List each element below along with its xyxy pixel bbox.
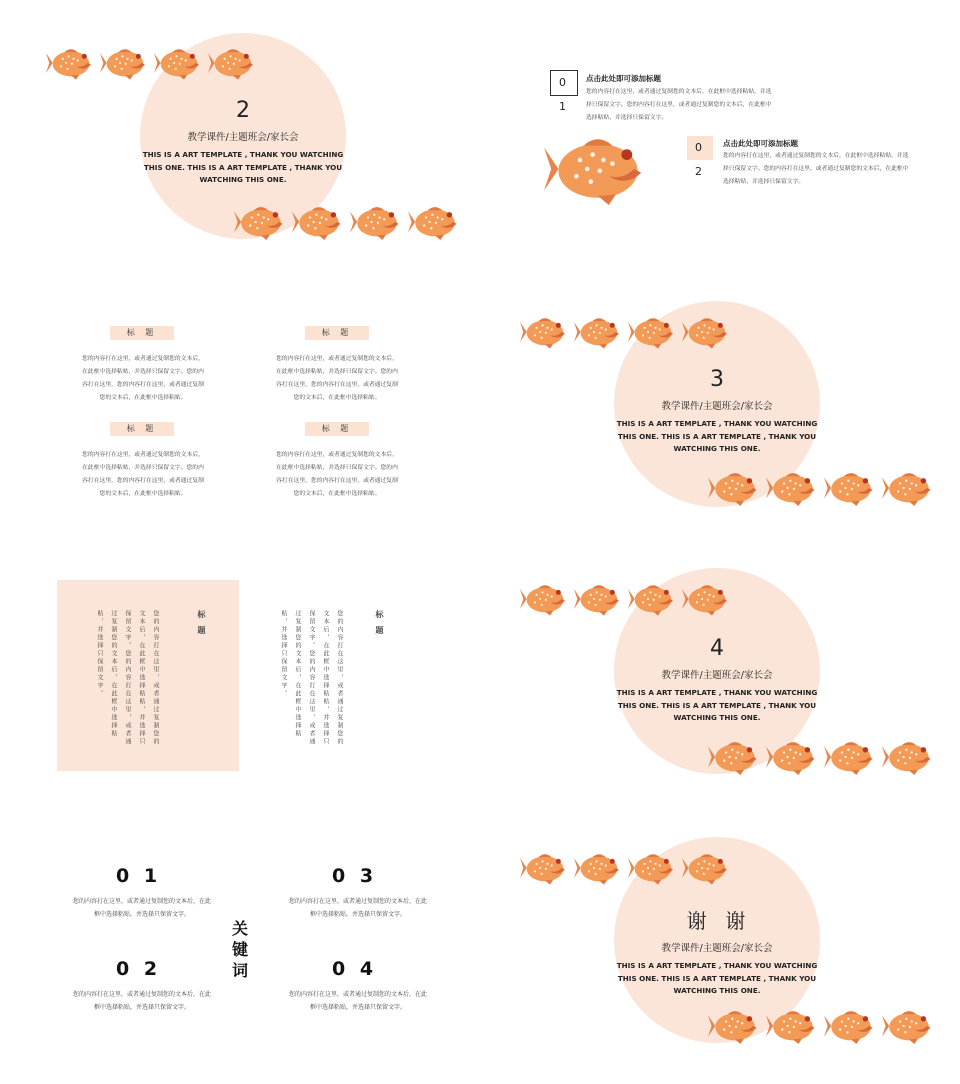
slide-keywords: [0, 813, 480, 1084]
fish-icon: [46, 46, 96, 80]
keyword-number-4: 0 4: [332, 958, 378, 980]
fish-icon: [766, 738, 820, 776]
fish-row-bottom: [708, 738, 936, 776]
slide-vertical: [0, 542, 480, 813]
fish-icon: [766, 1007, 820, 1045]
big-fish-icon: [544, 128, 652, 210]
fish-icon: [708, 738, 762, 776]
section-subtitle: 教学课件/主题班会/家长会: [661, 401, 773, 412]
fish-row-top: [520, 315, 732, 349]
grid-tag-1: 标 题: [110, 326, 174, 340]
slide-points: [480, 0, 960, 271]
fish-icon: [100, 46, 150, 80]
slide-grid: [0, 271, 480, 542]
grid-text-4: 您的内容打在这里，或者通过复制您的文本后，在此框中选择粘贴，并选择只保留文字。您的内容打在这里，您的内容打在这里，或者通过复制您的文本后，在此框中选择粘贴。: [276, 452, 398, 497]
keyword-center-title: 关键词: [231, 919, 248, 980]
vertical-title-2: 标题: [375, 610, 384, 642]
fish-icon: [766, 469, 820, 507]
fish-icon: [408, 203, 462, 241]
section-number: 3: [710, 367, 724, 392]
fish-row-top: [520, 851, 732, 885]
fish-icon: [628, 851, 678, 885]
fish-icon: [824, 738, 878, 776]
grid-tag-3: 标 题: [110, 422, 174, 436]
vertical-title-1: 标题: [197, 610, 206, 642]
slide-section-3: [480, 271, 960, 542]
slide-section-2: [0, 0, 480, 271]
fish-icon: [882, 738, 936, 776]
point-title-2: 点击此处即可添加标题: [723, 139, 798, 148]
fish-icon: [628, 315, 678, 349]
section-english: THIS IS A ART TEMPLATE , THANK YOU WATCHING THIS ONE. THIS IS A ART TEMPLATE , THANK YOU WATCHING THIS ONE.: [616, 419, 818, 453]
fish-icon: [574, 851, 624, 885]
fish-icon: [520, 582, 570, 616]
keyword-number-2: 0 2: [116, 958, 162, 980]
thanks-subtitle: 教学课件/主题班会/家长会: [661, 943, 773, 954]
fish-icon: [682, 315, 732, 349]
fish-row-bottom: [708, 469, 936, 507]
grid-tag-4: 标 题: [305, 422, 369, 436]
section-subtitle: 教学课件/主题班会/家长会: [187, 132, 299, 143]
section-title-block: [140, 98, 346, 187]
keyword-text-4: 您的内容打在这里，或者通过复制您的文本后，在此框中选择粘贴，并选择只保留文字。: [288, 991, 427, 1011]
point-title-1: 点击此处即可添加标题: [586, 74, 661, 83]
fish-icon: [628, 582, 678, 616]
fish-row-top: [520, 582, 732, 616]
keyword-number-3: 0 3: [332, 865, 378, 887]
fish-icon: [824, 1007, 878, 1045]
fish-icon: [882, 1007, 936, 1045]
grid-text-3: 您的内容打在这里，或者通过复制您的文本后，在此框中选择粘贴，并选择只保留文字。您的内容打在这里，您的内容打在这里，或者通过复制您的文本后，在此框中选择粘贴。: [82, 452, 204, 497]
fish-row-bottom: [708, 1007, 936, 1045]
keyword-text-2: 您的内容打在这里，或者通过复制您的文本后，在此框中选择粘贴，并选择只保留文字。: [72, 991, 211, 1011]
section-subtitle: 教学课件/主题班会/家长会: [661, 670, 773, 681]
thanks-title-block: [614, 905, 820, 998]
vertical-text-2: 您的内容打在这里，或者通过复制您的文本后，在此框中选择粘贴，并选择只保留文字。您的内容打在这里，或者通过复制您的文本后，在此框中选择粘贴，并选择只保留文字。: [280, 610, 343, 746]
grid-text-1: 您的内容打在这里，或者通过复制您的文本后，在此框中选择粘贴，并选择只保留文字。您的内容打在这里，您的内容打在这里，或者通过复制您的文本后，在此框中选择粘贴。: [82, 356, 204, 401]
fish-icon: [682, 582, 732, 616]
grid-text-2: 您的内容打在这里，或者通过复制您的文本后，在此框中选择粘贴，并选择只保留文字。您的内容打在这里，您的内容打在这里，或者通过复制您的文本后，在此框中选择粘贴。: [276, 356, 398, 401]
keyword-text-3: 您的内容打在这里，或者通过复制您的文本后，在此框中选择粘贴，并选择只保留文字。: [288, 898, 427, 918]
keyword-number-1: 0 1: [116, 865, 162, 887]
fish-icon: [882, 469, 936, 507]
fish-icon: [574, 582, 624, 616]
fish-icon: [154, 46, 204, 80]
section-number: 4: [710, 636, 724, 661]
section-english: THIS IS A ART TEMPLATE , THANK YOU WATCHING THIS ONE. THIS IS A ART TEMPLATE , THANK YOU WATCHING THIS ONE.: [142, 150, 344, 184]
grid-tag-2: 标 题: [305, 326, 369, 340]
fish-icon: [520, 851, 570, 885]
vertical-text-1: 您的内容打在这里，或者通过复制您的文本后，在此框中选择粘贴，并选择只保留文字。您的内容打在这里，或者通过复制您的文本后，在此框中选择粘贴，并选择只保留文字。: [96, 610, 159, 746]
fish-icon: [208, 46, 258, 80]
slide-thanks: [480, 813, 960, 1084]
thanks-title: 谢 谢: [686, 909, 748, 933]
section-title-block: [614, 367, 820, 456]
point-number-1: 0 1: [550, 70, 578, 96]
fish-icon: [292, 203, 346, 241]
thanks-english: THIS IS A ART TEMPLATE , THANK YOU WATCHING THIS ONE. THIS IS A ART TEMPLATE , THANK YOU WATCHING THIS ONE.: [616, 961, 818, 995]
fish-icon: [574, 315, 624, 349]
fish-icon: [708, 1007, 762, 1045]
keyword-text-1: 您的内容打在这里，或者通过复制您的文本后，在此框中选择粘贴，并选择只保留文字。: [72, 898, 211, 918]
fish-row-bottom: [234, 203, 462, 241]
slide-section-4: [480, 542, 960, 813]
section-number: 2: [236, 98, 250, 123]
fish-icon: [234, 203, 288, 241]
fish-icon: [682, 851, 732, 885]
point-text-2: 您的内容打在这里，或者通过复制您的文本后，在此框中选择粘贴，并选择只保留文字。您的内容打在这里，或者通过复制您的文本后，在此框中选择粘贴，并选择只保留文字。: [723, 153, 909, 185]
fish-icon: [350, 203, 404, 241]
section-english: THIS IS A ART TEMPLATE , THANK YOU WATCHING THIS ONE. THIS IS A ART TEMPLATE , THANK YOU WATCHING THIS ONE.: [616, 688, 818, 722]
point-text-1: 您的内容打在这里，或者通过复制您的文本后，在此框中选择粘贴，并选择只保留文字。您的内容打在这里，或者通过复制您的文本后，在此框中选择粘贴，并选择只保留文字。: [586, 89, 772, 121]
fish-row-top: [46, 46, 258, 80]
fish-icon: [708, 469, 762, 507]
point-number-2: 0 2: [687, 136, 713, 160]
fish-icon: [824, 469, 878, 507]
fish-icon: [520, 315, 570, 349]
section-title-block: [614, 636, 820, 725]
